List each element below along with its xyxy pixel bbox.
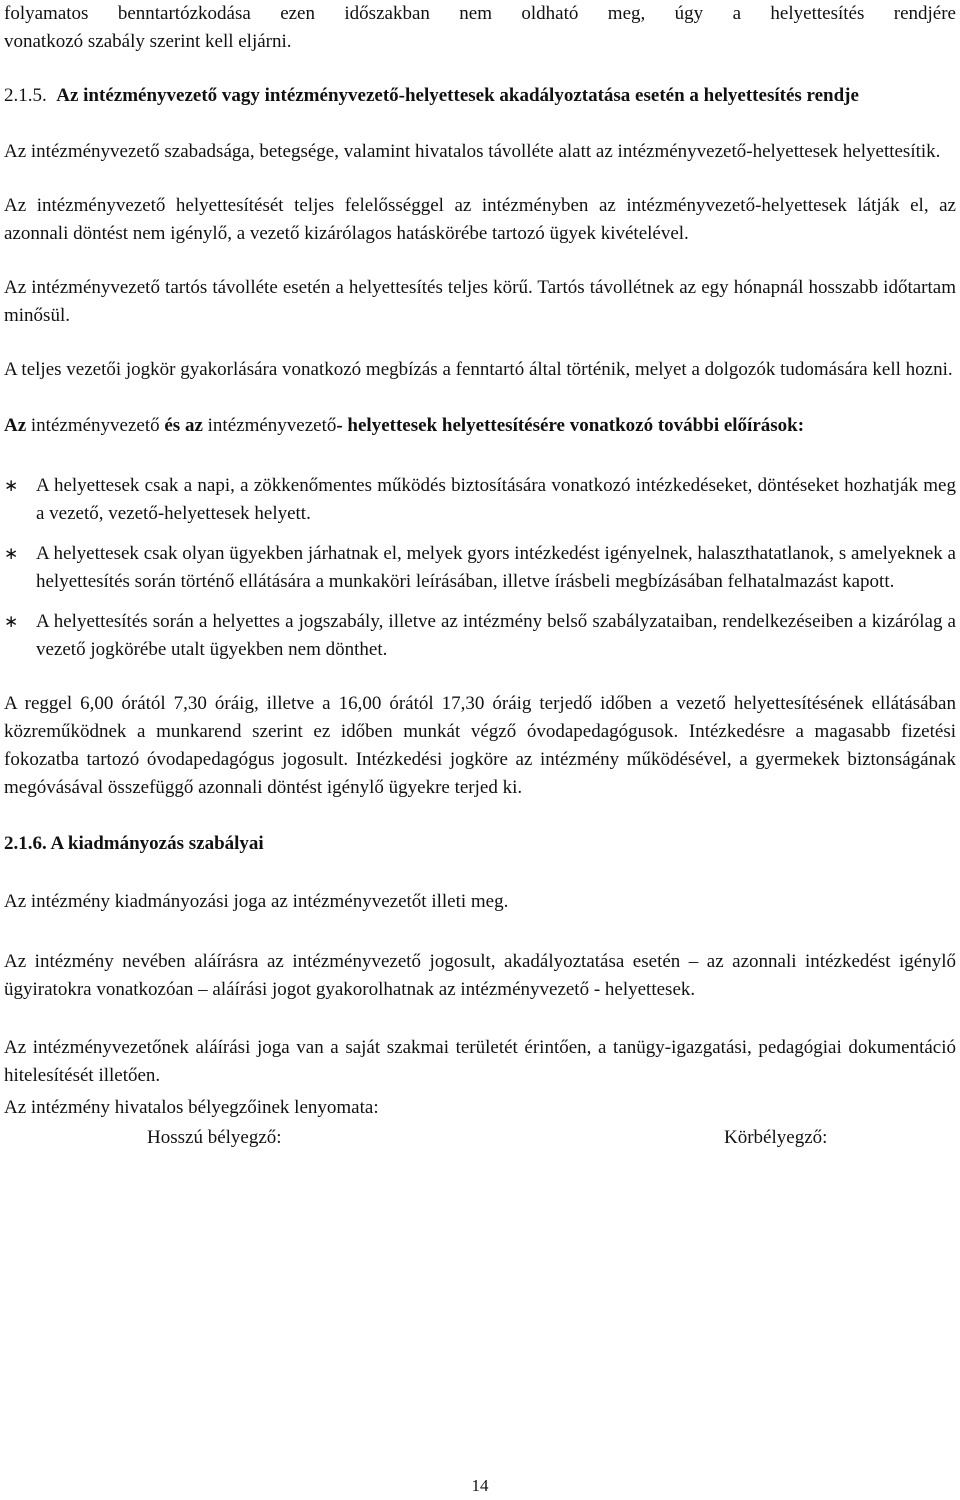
list-item xyxy=(4,472,956,528)
long-stamp-label: Hosszú bélyegző: xyxy=(147,1127,282,1148)
list-item xyxy=(4,608,956,664)
section-215-title: Az intézményvezető vagy intézményvezető-helyettesek akadályoztatása esetén a helyettesítés rendje xyxy=(56,85,859,106)
section-216-paragraph-1: Az intézmény kiadmányozási joga az intézményvezetőt illeti meg. xyxy=(4,891,509,912)
section-215-paragraph-1: Az intézményvezető szabadsága, betegsége, valamint hivatalos távolléte alatt az intézményvezető-helyettesek helyettesítik. xyxy=(4,141,941,162)
page-number: 14 xyxy=(471,1476,489,1495)
asterisk-bullet-icon: ∗ xyxy=(4,544,19,564)
section-216-paragraph-2: Az intézmény nevében aláírásra az intézményvezető jogosult, akadályoztatása esetén – az azonnali intézkedést igénylő ügyiratokra vonatkozóan – aláírási jogot gyakorolhatnak az intézményvezető - helyettesek. xyxy=(4,951,956,1000)
stamp-labels xyxy=(4,1124,956,1154)
section-215-number: 2.1.5. xyxy=(4,85,47,106)
section-215-paragraph-3: Az intézményvezető tartós távolléte esetén a helyettesítés teljes körű. Tartós távollétnek az egy hónapnál hosszabb időtartam minősül. xyxy=(4,277,956,326)
rules-heading-part-1: Az xyxy=(4,415,27,436)
section-216-paragraph-4: Az intézmény hivatalos bélyegzőinek lenyomata: xyxy=(4,1097,379,1118)
list-item-text: A helyettesítés során a helyettes a jogszabály, illetve az intézmény belső szabályzataiban, rendelkezéseiben a kizárólag a vezető jogkörébe utalt ügyekben nem dönthet. xyxy=(36,611,956,660)
list-item-text: A helyettesek csak a napi, a zökkenőmentes működés biztosítására vonatkozó intézkedéseket, döntéseket hozhatják meg a vezető, vezető-helyettesek helyett. xyxy=(36,475,956,524)
rules-list xyxy=(4,472,956,664)
section-215-paragraph-5: A reggel 6,00 órától 7,30 óráig, illetve a 16,00 órától 17,30 óráig terjedő időben a vezető helyettesítésének ellátásában közreműködnek a munkarend szerint ez időben munkát végző óvodapedagógusok. Intézkedésre a magasabb fizetési fokozatba tartozó óvodapedagógus jogosult. Intézkedési jogköre az intézmény működésével, a gyermekek biztonságának megóvásával összefüggő azonnali döntést igénylő ügyekre terjed ki. xyxy=(4,693,956,798)
intro-paragraph xyxy=(4,0,956,56)
rules-heading xyxy=(4,412,956,440)
section-215-paragraph-2: Az intézményvezető helyettesítését teljes felelősséggel az intézményben az intézményvezető-helyettesek látják el, az azonnali döntést nem igénylő, a vezető kizárólagos hatáskörébe tartozó ügyek kivételével. xyxy=(4,195,956,244)
rules-heading-part-3: és az xyxy=(164,415,203,436)
list-item-text: A helyettesek csak olyan ügyekben járhatnak el, melyek gyors intézkedést igényelnek, halaszthatatlanok, s amelyeknek a helyettesítés során történő ellátására a munkaköri leírásában, illetve írásbeli megbízásában felhatalmazást kapott. xyxy=(36,543,956,592)
rules-heading-part-5: - helyettesek helyettesítésére vonatkozó további előírások: xyxy=(336,415,805,436)
section-215-heading xyxy=(4,82,956,110)
round-stamp-label: Körbélyegző: xyxy=(724,1127,828,1148)
intro-line-1: folyamatos benntartózkodása ezen időszakban nem oldható meg, úgy a helyettesítés rendjére xyxy=(4,3,956,24)
intro-line-2: vonatkozó szabály szerint kell eljárni. xyxy=(4,31,292,52)
rules-heading-part-2: intézményvezető xyxy=(26,415,165,436)
asterisk-bullet-icon: ∗ xyxy=(4,476,19,496)
rules-heading-part-4: intézményvezető xyxy=(202,415,337,436)
list-item xyxy=(4,540,956,596)
section-216-heading: 2.1.6. A kiadmányozás szabályai xyxy=(4,833,264,854)
section-216-paragraph-3: Az intézményvezetőnek aláírási joga van a saját szakmai területét érintően, a tanügy-igazgatási, pedagógiai dokumentáció hitelesítését illetően. xyxy=(4,1037,956,1086)
section-215-paragraph-4: A teljes vezetői jogkör gyakorlására vonatkozó megbízás a fenntartó által történik, melyet a dolgozók tudomására kell hozni. xyxy=(4,359,953,380)
asterisk-bullet-icon: ∗ xyxy=(4,612,19,632)
